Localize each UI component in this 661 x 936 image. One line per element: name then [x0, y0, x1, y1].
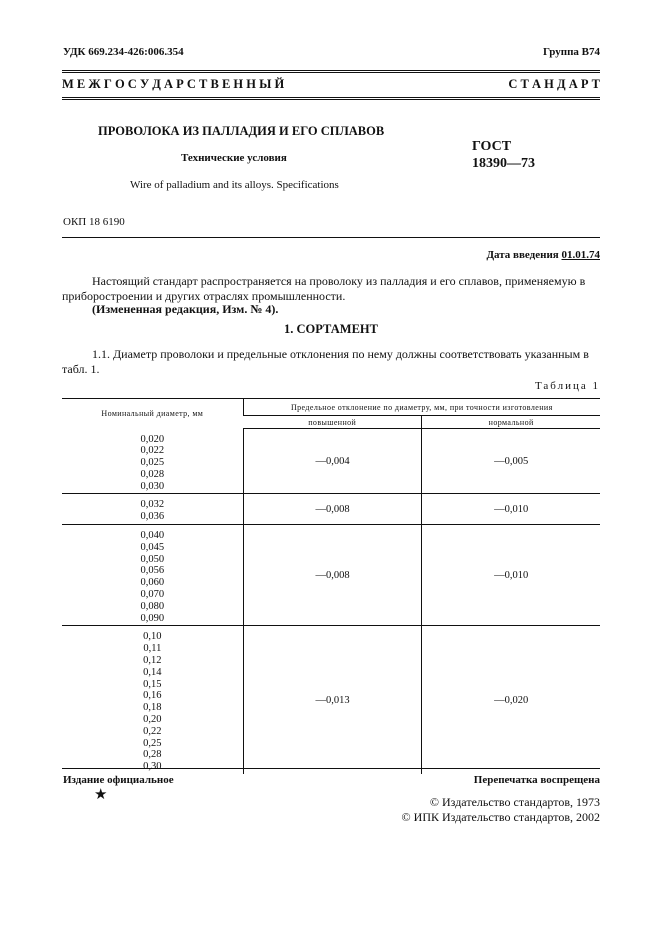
normal-precision-deviation: —0,020: [422, 626, 600, 774]
diameter-value: 0,25: [143, 737, 162, 749]
revision-note: (Измененная редакция, Изм. № 4).: [92, 302, 279, 316]
header-diameter: Номинальный диаметр, мм: [62, 399, 243, 429]
gost-number: 18390—73: [472, 156, 535, 171]
star-icon: ★: [94, 787, 108, 803]
diameter-value: 0,15: [143, 678, 162, 690]
banner-right: С Т А Н Д А Р Т: [508, 77, 600, 91]
diameter-cell: [62, 525, 243, 626]
diameter-value: 0,14: [143, 666, 162, 678]
bottom-rule: [62, 768, 600, 769]
diameter-value: 0,080: [140, 600, 165, 612]
table-row: [62, 429, 600, 494]
diameter-value: 0,045: [140, 541, 165, 553]
table-row: [62, 525, 600, 626]
diameter-value: 0,040: [140, 530, 165, 542]
intro-paragraph: [62, 274, 600, 304]
intro-text: Настоящий стандарт распространяется на проволоку из палладия и его сплавов, применяемую в приборостроении и других отраслях промышленности.: [62, 274, 586, 303]
high-precision-deviation: —0,008: [243, 525, 422, 626]
high-precision-deviation: —0,004: [243, 429, 422, 494]
header-deviation: Предельное отклонение по диаметру, мм, при точности изготовления: [243, 399, 600, 416]
table-caption: Таблица 1: [534, 380, 600, 392]
section-heading: 1. СОРТАМЕНТ: [284, 322, 378, 336]
diameter-value: 0,025: [140, 457, 165, 469]
diameter-cell: [62, 494, 243, 525]
diameter-value: 0,20: [143, 714, 162, 726]
document-subtitle: Технические условия: [181, 152, 287, 164]
diameter-value: 0,036: [140, 511, 165, 523]
header-normal-precision: нормальной: [422, 416, 600, 429]
top-rule-2: [62, 72, 600, 73]
banner-left: М Е Ж Г О С У Д А Р С Т В Е Н Н Ы Й: [62, 77, 285, 91]
udk-code: УДК 669.234-426:006.354: [63, 46, 184, 58]
diameter-value: 0,30: [143, 761, 162, 773]
table-row: [62, 494, 600, 525]
diameter-value: 0,032: [140, 499, 165, 511]
diameter-value: 0,070: [140, 589, 165, 601]
diameter-value: 0,090: [140, 612, 165, 624]
clause-1-1: [62, 347, 600, 377]
copyright-1973: © Издательство стандартов, 1973: [429, 795, 600, 809]
normal-precision-deviation: —0,005: [422, 429, 600, 494]
normal-precision-deviation: —0,010: [422, 525, 600, 626]
diameter-value: 0,16: [143, 690, 162, 702]
gost-label: ГОСТ: [472, 139, 512, 154]
diameter-value: 0,022: [140, 445, 165, 457]
interstate-standard-banner: [62, 77, 600, 92]
official-edition: Издание официальное: [63, 774, 174, 786]
diameter-value: 0,11: [143, 643, 162, 655]
document-title: ПРОВОЛОКА ИЗ ПАЛЛАДИЯ И ЕГО СПЛАВОВ: [98, 124, 385, 138]
diameter-value: 0,060: [140, 577, 165, 589]
effective-date: [486, 249, 600, 261]
diameter-value: 0,028: [140, 468, 165, 480]
reprint-prohibited: Перепечатка воспрещена: [473, 774, 600, 786]
diameter-value: 0,056: [140, 565, 165, 577]
diameter-cell: [62, 626, 243, 774]
diameter-value: 0,030: [140, 480, 165, 492]
okp-rule: [62, 237, 600, 238]
clause-1-1-text: 1.1. Диаметр проволоки и предельные отклонения по нему должны соответствовать указанным в табл. 1.: [62, 347, 589, 376]
effective-date-label: Дата введения: [486, 249, 559, 261]
normal-precision-deviation: —0,010: [422, 494, 600, 525]
group-code: Группа В74: [542, 46, 600, 58]
diameter-cell: [62, 429, 243, 494]
table-row: [62, 626, 600, 774]
banner-rule-1: [62, 97, 600, 98]
diameter-value: 0,020: [140, 433, 165, 445]
diameter-table: [62, 398, 600, 774]
effective-date-value: 01.01.74: [561, 249, 600, 261]
banner-rule-2: [62, 99, 600, 100]
copyright-2002: © ИПК Издательство стандартов, 2002: [401, 810, 600, 824]
high-precision-deviation: —0,008: [243, 494, 422, 525]
gost-designation: [472, 138, 535, 172]
top-rule-1: [62, 70, 600, 71]
diameter-value: 0,22: [143, 725, 162, 737]
diameter-value: 0,28: [143, 749, 162, 761]
english-title: Wire of palladium and its alloys. Specifications: [130, 179, 339, 191]
diameter-value: 0,10: [143, 631, 162, 643]
diameter-value: 0,050: [140, 553, 165, 565]
high-precision-deviation: —0,013: [243, 626, 422, 774]
header-high-precision: повышенной: [243, 416, 422, 429]
okp-code: ОКП 18 6190: [63, 216, 125, 228]
diameter-value: 0,18: [143, 702, 162, 714]
diameter-value: 0,12: [143, 655, 162, 667]
